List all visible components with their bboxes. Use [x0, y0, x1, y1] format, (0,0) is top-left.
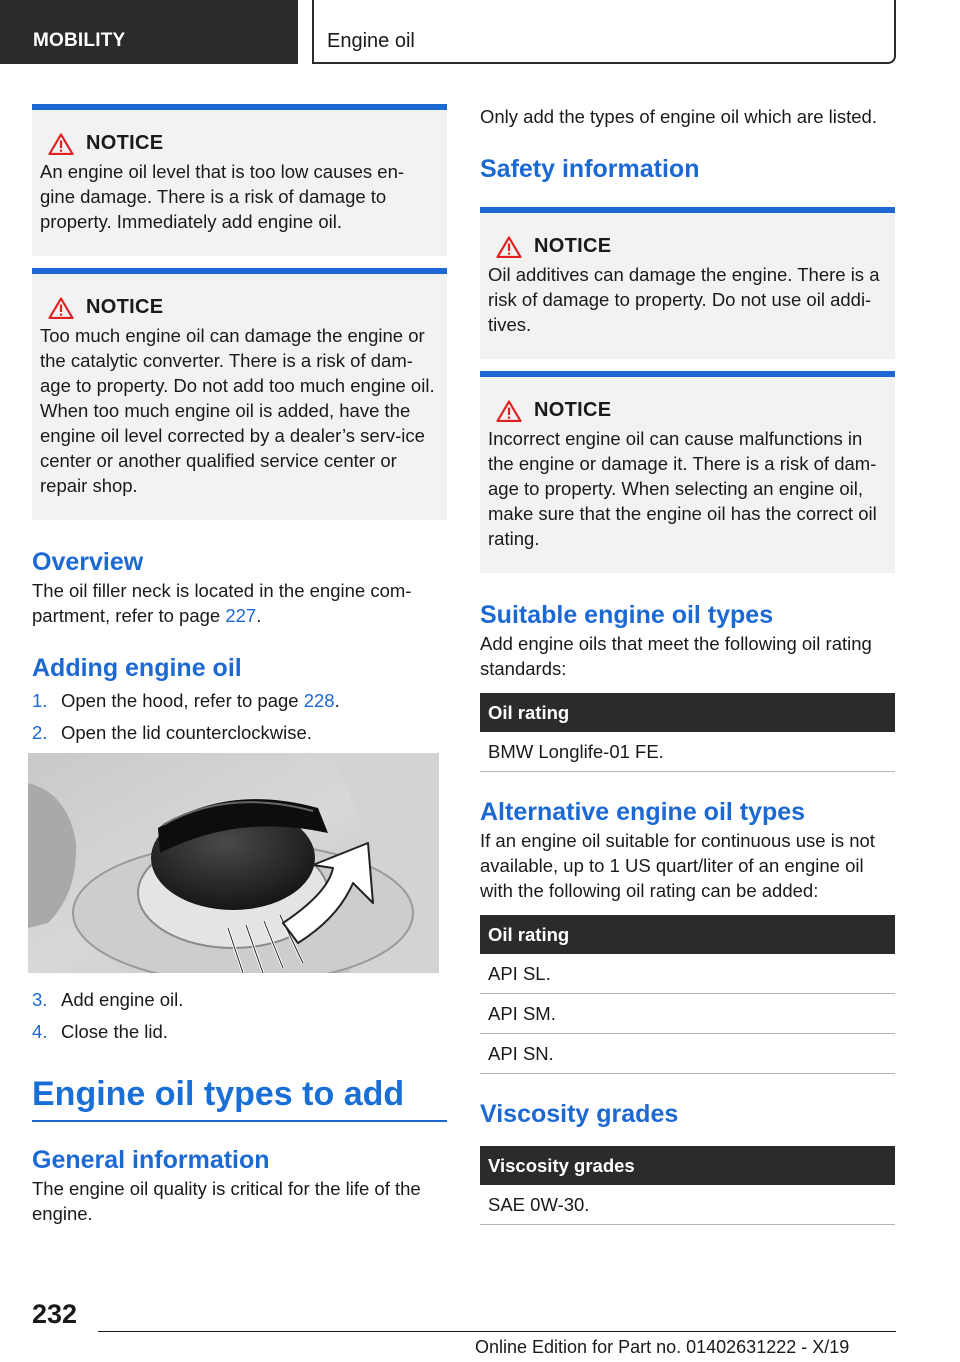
- list-item: [32, 720, 447, 745]
- warning-triangle-icon: [48, 133, 74, 155]
- notice-oil-additives: [480, 207, 895, 359]
- overview-text-before: The oil filler neck is located in the engine com‐partment, refer to page: [32, 580, 412, 626]
- notice-title: NOTICE: [86, 132, 164, 154]
- table-row: BMW Longlife-01 FE.: [480, 732, 895, 772]
- oil-cap-image: [28, 753, 439, 973]
- notice-low-oil: [32, 104, 447, 256]
- page-number: 232: [32, 1299, 78, 1329]
- notice-too-much-oil: [32, 268, 447, 520]
- table-row: API SL.: [480, 954, 895, 994]
- adding-oil-heading: Adding engine oil: [32, 654, 242, 682]
- suitable-oil-types-heading: Suitable engine oil types: [480, 601, 774, 629]
- overview-text-after: .: [256, 605, 262, 626]
- header-section-tab: [0, 0, 298, 64]
- table-row: API SN.: [480, 1034, 895, 1074]
- alternative-oil-types-text: If an engine oil suitable for continuous use is not available, up to 1 US quart/liter of an engine oil with the following oil rating can be added:: [480, 830, 875, 901]
- table-row: SAE 0W-30.: [480, 1185, 895, 1225]
- page-link-228[interactable]: 228: [303, 690, 335, 711]
- engine-oil-types-heading: Engine oil types to add: [32, 1072, 447, 1122]
- left-column: [32, 104, 447, 1226]
- list-item: [32, 1019, 447, 1044]
- notice-body: Oil additives can damage the engine. There is a risk of damage to property. Do not use oil addi‐tives.: [488, 264, 880, 335]
- chapter-title: Engine oil: [327, 30, 415, 52]
- notice-title: NOTICE: [86, 296, 164, 318]
- suitable-oil-table: [480, 693, 895, 772]
- step-number: 4.: [32, 1021, 48, 1042]
- steps-list-1: [32, 688, 447, 745]
- intro-text: Only add the types of engine oil which are listed.: [480, 106, 877, 127]
- oil-filler-cap-illustration: [28, 753, 439, 973]
- notice-body: Incorrect engine oil can cause malfunctions in the engine or damage it. There is a risk of dam‐age to property. When selecting an engine oil, make sure that the engine oil has the correct oil rating.: [488, 428, 877, 549]
- page-link-227[interactable]: 227: [225, 605, 257, 626]
- warning-triangle-icon: [496, 236, 522, 258]
- warning-triangle-icon: [496, 400, 522, 422]
- suitable-oil-types-text: Add engine oils that meet the following oil rating standards:: [480, 633, 872, 679]
- step-number: 1.: [32, 690, 48, 711]
- edition-footer: Online Edition for Part no. 01402631222 - X/19: [475, 1337, 850, 1357]
- notice-title: NOTICE: [534, 399, 612, 421]
- list-item: [32, 688, 447, 713]
- step-number: 3.: [32, 989, 48, 1010]
- general-information-heading: General information: [32, 1146, 270, 1174]
- general-information-text: The engine oil quality is critical for the life of the engine.: [32, 1178, 421, 1224]
- footer-divider: [98, 1331, 896, 1332]
- warning-triangle-icon: [48, 297, 74, 319]
- right-column: [480, 104, 895, 1225]
- table-header: Oil rating: [480, 693, 895, 732]
- steps-list-2: [32, 987, 447, 1044]
- notice-body: Too much engine oil can damage the engine or the catalytic converter. There is a risk of dam‐age to property. Do not add too much engine oil. When too much engine oil is added, have the engine oil level corrected by a dealer’s serv‐ice center or another qualified service center or repair shop.: [40, 325, 435, 496]
- step-text: [61, 688, 340, 713]
- viscosity-grades-heading: Viscosity grades: [480, 1100, 679, 1128]
- table-row: API SM.: [480, 994, 895, 1034]
- safety-information-heading: Safety information: [480, 155, 700, 183]
- step-text-after: .: [334, 690, 340, 711]
- table-header: Oil rating: [480, 915, 895, 954]
- step-text: Open the lid counterclockwise.: [61, 722, 312, 743]
- header-chapter-tab: [312, 0, 896, 64]
- list-item: [32, 987, 447, 1012]
- alternative-oil-table: [480, 915, 895, 1074]
- overview-heading: Overview: [32, 548, 144, 576]
- table-header: Viscosity grades: [480, 1146, 895, 1185]
- viscosity-table: [480, 1146, 895, 1225]
- section-title: MOBILITY: [33, 30, 126, 51]
- notice-body: An engine oil level that is too low causes en‐gine damage. There is a risk of damage to property. Immediately add engine oil.: [40, 161, 405, 232]
- notice-title: NOTICE: [534, 235, 612, 257]
- step-text: Add engine oil.: [61, 989, 184, 1010]
- alternative-oil-types-heading: Alternative engine oil types: [480, 798, 806, 826]
- step-text-part: Open the hood, refer to page: [61, 690, 304, 711]
- overview-text: [32, 578, 447, 628]
- step-text: Close the lid.: [61, 1021, 168, 1042]
- step-number: 2.: [32, 722, 48, 743]
- notice-incorrect-oil: [480, 371, 895, 573]
